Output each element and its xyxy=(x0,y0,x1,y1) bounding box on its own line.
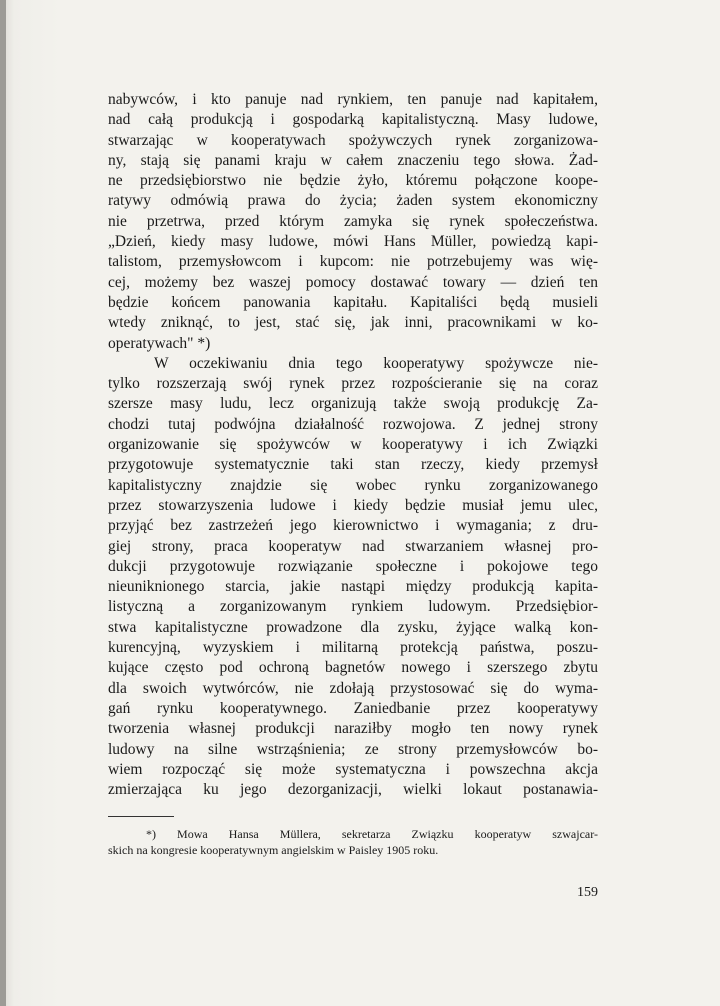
text-line: kujące często pod ochroną bagnetów nowego i szerszego zbytu xyxy=(108,659,598,677)
text-line: kurencyjną, wyzyskiem i militarną protekcją państwa, poszu- xyxy=(108,639,598,657)
text-line: cej, możemy bez waszej pomocy dostawać towary — dzień ten xyxy=(108,273,598,291)
text-line: nabywców, i kto panuje nad rynkiem, ten panuje nad kapitałem, xyxy=(108,91,598,108)
page-edge-shadow xyxy=(0,0,6,1006)
text-line: będzie końcem panowania kapitału. Kapitaliści będą musieli xyxy=(108,293,598,311)
text-line: organizowanie się spożywców w kooperatywy i ich Związki xyxy=(108,436,598,454)
text-line: nieuniknionego starcia, jakie nastąpi między produkcją kapita- xyxy=(108,578,598,596)
text-line: ratywy odmówią prawa do życia; żaden system ekonomiczny xyxy=(108,192,598,210)
text-line: zmierzająca ku jego dezorganizacji, wielki lokaut postanawia- xyxy=(108,781,598,799)
text-line: listyczną a zorganizowanym rynkiem ludowym. Przedsiębior- xyxy=(108,598,598,616)
text-line: ny, stają się panami kraju w całem znaczeniu tego słowa. Żad- xyxy=(108,151,598,169)
text-line: nad całą produkcją i gospodarką kapitalistyczną. Masy ludowe, xyxy=(108,111,598,129)
text-line: przygotowuje systematycznie taki stan rzeczy, kiedy przemysł xyxy=(108,456,598,474)
text-line: szersze masy ludu, lecz organizują także swoją produkcję Za- xyxy=(108,395,598,413)
text-line: operatywach" *) xyxy=(108,334,211,352)
text-line: wiem rozpocząć się może systematyczna i powszechna akcja xyxy=(108,760,598,778)
text-line: dukcji przygotowuje rozwiązanie społeczne i pokojowe tego xyxy=(108,557,598,575)
text-line: gań rynku kooperatywnego. Zaniedbanie przez kooperatywy xyxy=(108,699,598,717)
text-line: stwa kapitalistyczne prowadzone dla zysku, żyjące walką kon- xyxy=(108,618,598,636)
text-line: stwarzając w kooperatywach spożywczych rynek zorganizowa- xyxy=(108,131,598,149)
page-number: 159 xyxy=(577,885,598,900)
text-line: W oczekiwaniu dnia tego kooperatywy spożywcze nie- xyxy=(154,354,598,372)
text-line: kapitalistyczny znajdzie się wobec rynku zorganizowanego xyxy=(108,476,598,494)
text-line: „Dzień, kiedy masy ludowe, mówi Hans Müller, powiedzą kapi- xyxy=(108,233,598,251)
footnote-divider xyxy=(108,816,174,817)
text-line: nie przetrwa, przed którym zamyka się rynek społeczeństwa. xyxy=(108,212,598,230)
text-line: talistom, przemysłowcom i kupcom: nie potrzebujemy was wię- xyxy=(108,253,598,271)
text-line: tylko rozszerzają swój rynek przez rozpościeranie się na coraz xyxy=(108,375,598,393)
text-line: ludowy na silne wstrząśnienia; ze strony przemysłowców bo- xyxy=(108,740,598,758)
text-line: chodzi tutaj podwójna działalność rozwojowa. Z jednej strony xyxy=(108,415,598,433)
text-line: ne przedsiębiorstwo nie będzie żyło, któremu połączone koope- xyxy=(108,172,598,190)
body-text xyxy=(108,90,598,800)
text-line: giej strony, praca kooperatyw nad stwarzaniem własnej pro- xyxy=(108,537,598,555)
footnote xyxy=(108,826,598,858)
text-line: przyjąć bez zastrzeżeń jego kierownictwo i wymagania; z dru- xyxy=(108,517,598,535)
text-line: tworzenia własnej produkcji naraziłby mogło ten nowy rynek xyxy=(108,720,598,738)
text-line: dla swoich wytwórców, nie zdołają przystosować się do wyma- xyxy=(108,679,598,697)
footnote-line: skich na kongresie kooperatywnym angielskim w Paisley 1905 roku. xyxy=(108,843,439,857)
text-line: przez stowarzyszenia ludowe i kiedy będzie musiał jemu ulec, xyxy=(108,496,598,514)
footnote-line: *) Mowa Hansa Müllera, sekretarza Związku kooperatyw szwajcar- xyxy=(146,827,598,841)
text-line: wtedy zniknąć, to jest, stać się, jak inni, pracownikami w ko- xyxy=(108,314,598,332)
